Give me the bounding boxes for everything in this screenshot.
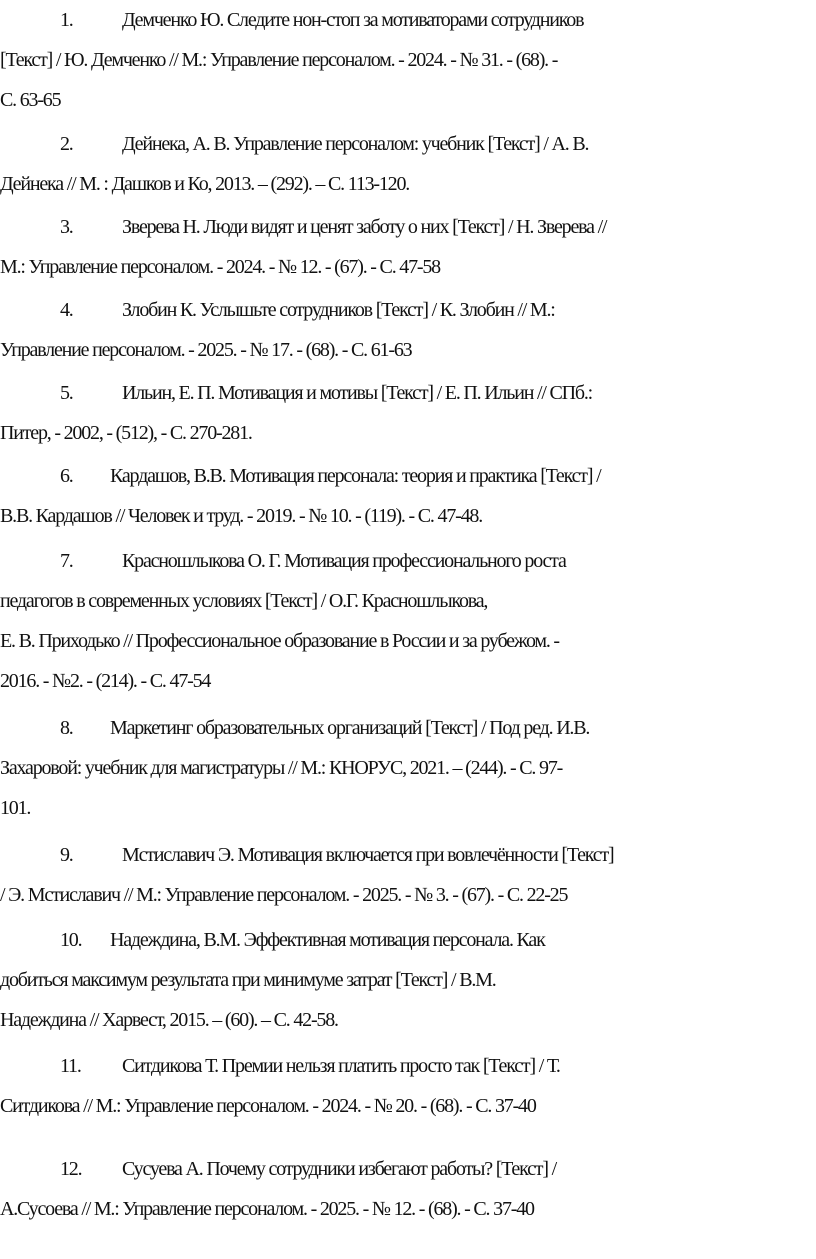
reference-text: А.Сусоева // М.: Управление персоналом. - 2025. - № 12. - (68). - С. 37-40 [0, 1198, 534, 1220]
reference-text: 2016. - №2. - (214). - С. 47-54 [0, 670, 211, 692]
reference-first-line [0, 920, 816, 960]
reference-first-line [0, 456, 816, 496]
reference-text: Маркетинг образовательных организаций [Текст] / Под ред. И.В. [110, 717, 590, 739]
reference-12 [0, 1149, 816, 1229]
reference-text: Захаровой: учебник для магистратуры // М.: КНОРУС, 2021. – (244). - С. 97- [0, 757, 563, 779]
reference-text: Надеждина, В.М. Эффективная мотивация персонала. Как [110, 929, 545, 951]
reference-text: Ильин, Е. П. Мотивация и мотивы [Текст] / Е. П. Ильин // СПб.: [122, 382, 593, 404]
reference-9 [0, 835, 816, 915]
reference-text: педагогов в современных условиях [Текст] / О.Г. Красношлыкова, [0, 590, 488, 612]
reference-1 [0, 0, 816, 120]
reference-text: Питер, - 2002, - (512), - С. 270-281. [0, 422, 252, 444]
reference-text: Е. В. Приходько // Профессиональное образование в России и за рубежом. - [0, 630, 559, 652]
reference-text: [Текст] / Ю. Демченко // М.: Управление персоналом. - 2024. - № 31. - (68). - [0, 49, 558, 71]
reference-text: добиться максимум результата при минимуме затрат [Текст] / В.М. [0, 969, 496, 991]
reference-3 [0, 207, 816, 287]
reference-number: 9. [60, 844, 73, 866]
reference-text: Мстиславич Э. Мотивация включается при вовлечённости [Текст] [122, 844, 614, 866]
reference-text: В.В. Кардашов // Человек и труд. - 2019. - № 10. - (119). - С. 47-48. [0, 505, 482, 527]
reference-first-line [0, 207, 816, 247]
reference-first-line [0, 708, 816, 748]
reference-5 [0, 373, 816, 453]
reference-11 [0, 1046, 816, 1126]
reference-number: 12. [60, 1158, 82, 1180]
reference-number: 4. [60, 299, 73, 321]
reference-first-line [0, 124, 816, 164]
reference-number: 8. [60, 717, 73, 739]
reference-text: Кардашов, В.В. Мотивация персонала: теория и практика [Текст] / [110, 465, 601, 487]
reference-text: М.: Управление персоналом. - 2024. - № 12. - (67). - С. 47-58 [0, 256, 440, 278]
reference-first-line [0, 1046, 816, 1086]
reference-7 [0, 541, 816, 701]
reference-text: Ситдикова // М.: Управление персоналом. - 2024. - № 20. - (68). - С. 37-40 [0, 1095, 536, 1117]
reference-first-line [0, 835, 816, 875]
reference-8 [0, 708, 816, 828]
reference-number: 11. [60, 1055, 81, 1077]
reference-text: С. 63-65 [0, 89, 61, 111]
reference-number: 7. [60, 550, 73, 572]
reference-2 [0, 124, 816, 204]
reference-text: Демченко Ю. Следите нон-стоп за мотиваторами сотрудников [122, 9, 584, 31]
reference-4 [0, 290, 816, 370]
reference-first-line [0, 373, 816, 413]
reference-text: Красношлыкова О. Г. Мотивация профессионального роста [122, 550, 566, 572]
reference-first-line [0, 1149, 816, 1189]
reference-text: Ситдикова Т. Премии нельзя платить просто так [Текст] / Т. [122, 1055, 560, 1077]
reference-first-line [0, 541, 816, 581]
reference-text: Злобин К. Услышьте сотрудников [Текст] / К. Злобин // М.: [122, 299, 555, 321]
reference-text: Сусуева А. Почему сотрудники избегают работы? [Текст] / [122, 1158, 556, 1180]
reference-10 [0, 920, 816, 1040]
reference-number: 1. [60, 9, 73, 31]
reference-text: Дейнека, А. В. Управление персоналом: учебник [Текст] / А. В. [122, 133, 589, 155]
reference-number: 10. [60, 929, 82, 951]
reference-first-line [0, 290, 816, 330]
reference-text: Надеждина // Харвест, 2015. – (60). – С. 42-58. [0, 1009, 338, 1031]
reference-first-line [0, 0, 816, 40]
reference-number: 3. [60, 216, 73, 238]
reference-text: Зверева Н. Люди видят и ценят заботу о них [Текст] / Н. Зверева // [122, 216, 607, 238]
reference-number: 5. [60, 382, 73, 404]
reference-text: / Э. Мстиславич // М.: Управление персоналом. - 2025. - № 3. - (67). - С. 22-25 [0, 884, 568, 906]
reference-6 [0, 456, 816, 536]
reference-text: 101. [0, 797, 31, 819]
reference-number: 2. [60, 133, 73, 155]
reference-number: 6. [60, 465, 73, 487]
reference-text: Дейнека // М. : Дашков и Ко, 2013. – (292). – С. 113-120. [0, 173, 410, 195]
reference-text: Управление персоналом. - 2025. - № 17. - (68). - С. 61-63 [0, 339, 412, 361]
